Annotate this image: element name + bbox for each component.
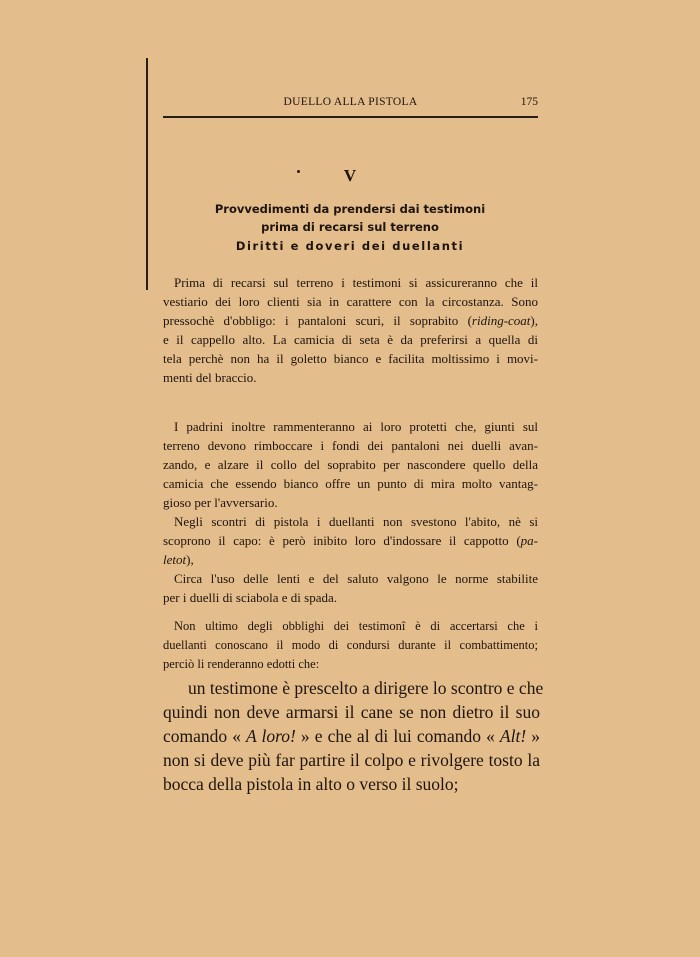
text-line: per i duelli di sciabola e di spada. [163, 590, 338, 605]
text-line: un testimone è prescelto a dirigere lo scontro e che [188, 678, 544, 698]
italic-term: pa- [520, 533, 538, 548]
text-line: duellanti conoscano il modo di condursi durante il combattimento; [163, 638, 538, 652]
text-line: Negli scontri di pistola i duellanti non svestono l'abito, nè si [174, 514, 538, 529]
italic-command: Alt! [499, 726, 527, 746]
italic-term: letot [163, 552, 187, 567]
text: comando « [163, 726, 247, 746]
text-line: Circa l'uso delle lenti e del saluto valgono le norme stabilite [174, 571, 538, 586]
text-line: terreno devono rimboccare i fondi dei pantaloni nei duelli avan- [163, 438, 538, 453]
page-number: 175 [520, 96, 538, 108]
text-line: zando, e alzare il collo del soprabito per nascondere quello della [163, 457, 538, 472]
text-line [163, 552, 538, 568]
italic-term: riding-coat [471, 313, 531, 328]
italic-command: A loro! [246, 726, 296, 746]
text: ), [530, 313, 538, 328]
text-line: tela perchè non ha il goletto bianco e facilita moltissimo i movi- [163, 351, 538, 366]
header-rule [163, 116, 538, 118]
text-line: perciò li renderanno edotti che: [163, 657, 320, 671]
running-title: DUELLO ALLA PISTOLA [283, 96, 418, 108]
text-line [163, 533, 538, 549]
text-line: bocca della pistola in alto o verso il suolo; [163, 774, 459, 794]
text-line [163, 313, 538, 329]
text: ), [186, 552, 194, 567]
chapter-heading-3: Diritti e doveri dei duellanti [235, 239, 465, 253]
text-line: vestiario dei loro clienti sia in carattere con la circostanza. Sono [163, 294, 538, 309]
text-line: non si deve più far partire il colpo e rivolgere tosto la [163, 750, 540, 770]
text-line: I padrini inoltre rammenteranno ai loro protetti che, giunti sul [174, 419, 538, 434]
text-line: camicia che essendo bianco offre un punto di mira molto vantag- [163, 476, 538, 491]
text-line: menti del braccio. [163, 370, 257, 385]
text-line: Prima di recarsi sul terreno i testimoni si assicureranno che il [174, 275, 538, 290]
chapter-number: V [343, 166, 357, 185]
chapter-heading-1: Provvedimenti da prendersi dai testimoni [214, 202, 486, 216]
text: pressochè d'obbligo: i pantaloni scuri, il soprabito ( [163, 313, 472, 328]
chapter-heading-2: prima di recarsi sul terreno [261, 220, 439, 234]
text: scoprono il capo: è però inibito loro d'indossare il cappotto ( [163, 533, 521, 548]
text: » e che al di lui comando « [295, 726, 500, 746]
text: » [526, 726, 540, 746]
text-line: Non ultimo degli obblighi dei testimonî è di accertarsi che i [174, 619, 538, 633]
text-line [163, 726, 540, 747]
text-line: gioso per l'avversario. [163, 495, 278, 510]
text-line: quindi non deve armarsi il cane se non dietro il suo [163, 702, 540, 722]
text-line: e il cappello alto. La camicia di seta è da preferirsi a quella di [163, 332, 538, 347]
